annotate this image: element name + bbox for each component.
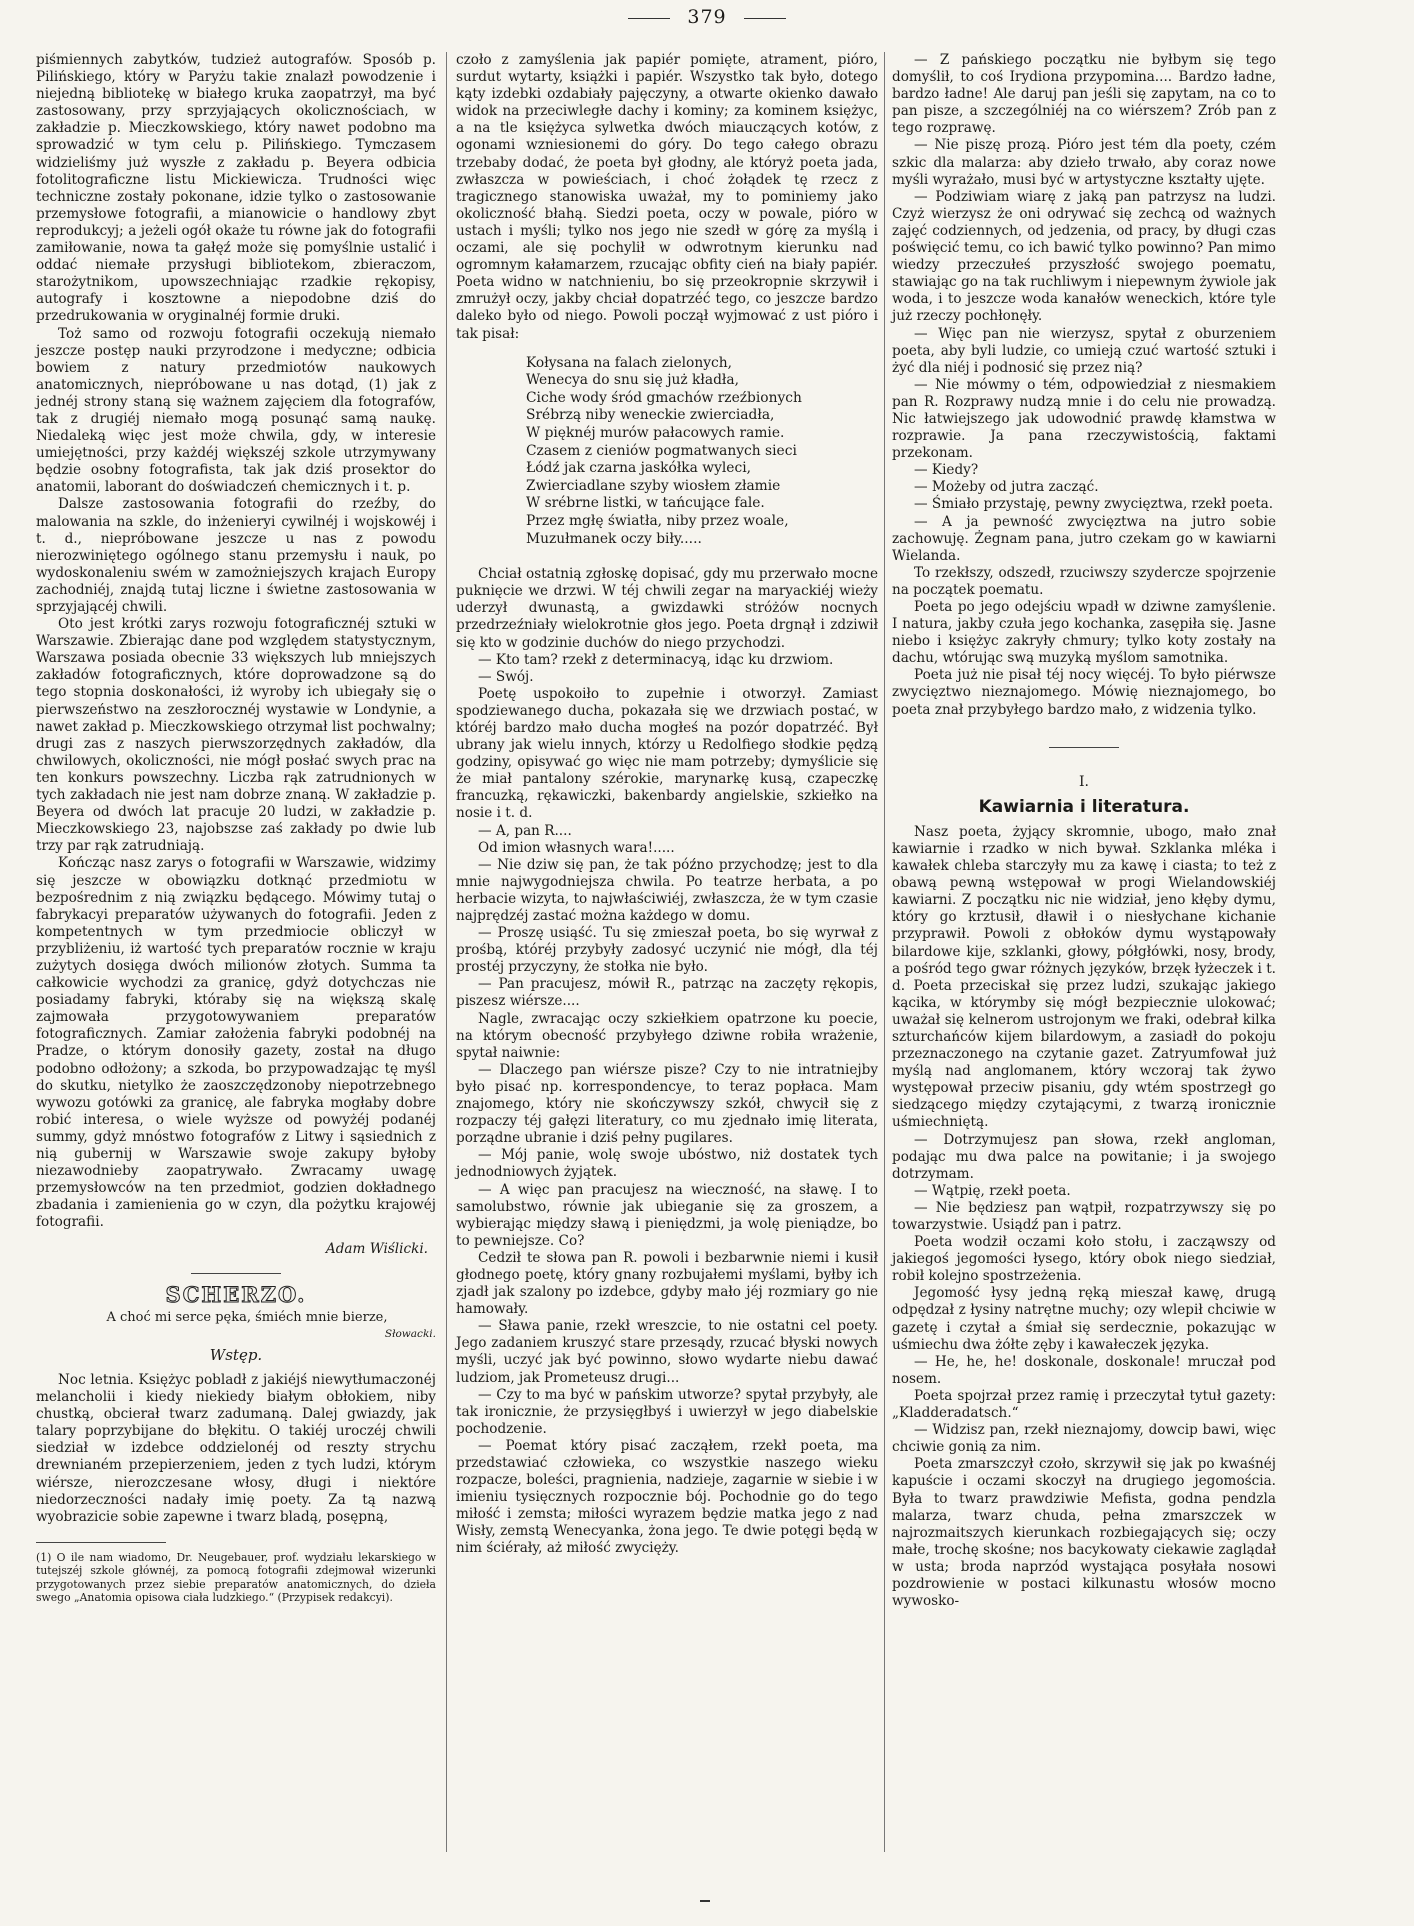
paragraph: Poeta już nie pisał téj nocy więcéj. To było piérwsze zwycięztwo nieznajomego. Mówię nieznajomego, bo poeta znał przybyłego bardzo mało, z widzenia tylko.: [892, 667, 1276, 718]
paragraph: Kończąc nasz zarys o fotografii w Warszawie, widzimy się jeszcze w obowiązku dotknąć przedmiotu w bezpośrednim z nią związku będącego. Mówimy tutaj o fabrykacyi preparatów używanych do fotografii. Jeden z kompetentnych w tym przedmiocie obliczył w przybliżeniu, iż wartość tych preparatów rocznie w kraju zużytych dosięga dwóch milionów złotych. Summa ta całkowicie wychodzi za granicę, gdyż dotychczas nie posiadamy fabryki, któraby się na większą skalę zajmowała przygotowywaniem preparatów fotograficznych. Zamiar założenia fabryki podobnéj na Pradze, o którym donosiły gazety, został na długo podobno odłożony; a szkoda, bo przypowadzając tę myśl do skutku, nietylko że zaoszczędzonoby niepotrzebnego wywozu gotówki za granicę, ale fabryka mogłaby dobre robić interesa, o wiele wyższe od powyżéj podanéj summy, gdyż mnóstwo fotografów z Litwy i sąsiednich z nią gubernij w Warszawie swoje zakupy byłoby niezawodnieby zaopatrywało. Zwracamy uwagę przemysłowców na ten przedmiot, godzien dokładnego zbadania i zamienienia go w czyn, dla pożytku krajowéj fotografii.: [36, 855, 436, 1231]
paragraph: Dalsze zastosowania fotografii do rzeźby, do malowania na szkle, do inżenieryi cywilnéj i wojskowéj i t. d., niepróbowane jeszcze u nas z powodu nierozwiniętego ogólnego stanu przemysłu i nauk, po wydoskonaleniu swém w zamożniejszych krajach Europy zachodniéj, znajdą tutaj liczne i świetne zastosowania w sprzyjającéj chwili.: [36, 496, 436, 615]
paragraph: — Kto tam? rzekł z determinacyą, idąc ku drzwiom.: [478, 651, 834, 668]
paragraph: — Sława panie, rzekł wreszcie, to nie ostatni cel poety. Jego zadaniem kruszyć stare przesądy, rzucać błyski nowych myśli, uczyć jak być powinno, słowo wydarte niebu dawać ludziom, jak Prometeusz drugi...: [456, 1318, 878, 1386]
poem: [526, 355, 878, 549]
paragraph: — Nie będziesz pan wątpił, rozpatrzywszy się po towarzystwie. Usiądź pan i patrz.: [892, 1199, 1276, 1233]
header-dash-right: [744, 18, 786, 19]
footnote-divider: [36, 1542, 166, 1543]
paragraph: — Śmiało przystaję, pewny zwycięztwa, rzekł poeta.: [914, 496, 1274, 513]
paragraph: — Kiedy?: [914, 462, 979, 479]
section-divider: [191, 1273, 281, 1274]
page-header: [0, 6, 1414, 42]
author-signature: Adam Wiślicki.: [325, 1241, 428, 1258]
poem-line: W srébrne listki, w tańcujące fale.: [526, 495, 765, 512]
paragraph: — Proszę usiąść. Tu się zmieszał poeta, bo się wyrwał z prośbą, któréj przybyły zadosyć uczynić nie mógł, dla téj prostéj przyczyny, że stołka nie było.: [456, 925, 878, 976]
paragraph: — Widzisz pan, rzekł nieznajomy, dowcip bawi, więc chciwie gonią za nim.: [892, 1422, 1276, 1456]
paragraph: Poeta spojrzał przez ramię i przeczytał tytuł gazety: „Kladderadatsch.“: [892, 1387, 1276, 1422]
column-right: [892, 52, 1276, 1610]
paragraph: Jegomość łysy jedną ręką mieszał kawę, drugą odpędzał z łysiny natrętne muchy; ozy wlepił chciwie w gazetę i czytał a śmiał się serdecznie, pokazując w uśmiechu dwa żółte zęby i kawałeczek języka.: [892, 1285, 1276, 1353]
paragraph: Oto jest krótki zarys rozwoju fotograficznéj sztuki w Warszawie. Zbierając dane pod względem statystycznym, Warszawa posiada obecnie 33 większych lub mniejszych zakładów fotograficznych, które doprowadzone są do tego stopnia doskonałości, iż wyroby ich ubiegały się o pierwszeństwo na zeszłorocznéj wystawie w Londynie, a nawet zakład p. Mieczkowskiego otrzymał list pochwalny; drugi zas z naszych pierwszorzędnych zakładów, dla chwilowych, okoliczności, nie mógł posłać swych prac na ten konkurs powszechny. Liczba rąk zatrudnionych w tych zakładach nie jest nam dobrze znaną. W zakładzie p. Beyera od dwóch lat pracuje 20 ludzi, w zakładzie p. Mieczkowskiego 23, najobszse zaś zakłady po dwie lub trzy par rąk zatrudniają.: [36, 616, 436, 855]
poem-line: Srébrzą niby weneckie zwierciadła,: [526, 407, 775, 424]
paragraph: czoło z zamyślenia jak papiér pomięte, atrament, pióro, surdut wytarty, książki i papiér. Wszystko tak było, dotego kąty izdebki ozdabiały pajęczyny, a otwarte okienko dawało widok na przeciwległe dachy i kominy; za kominem księżyc, a na tle księżyca sylwetka dwóch miauczących kotów, z ogonami wzniesionemi do góry. Do tego całego obrazu trzebaby dodać, że poeta był głodny, ale któryż poeta jada, zwłaszcza w powieściach, i choć żołądek tę rzecz z tragicznego stanowiska uważał, my to pominiemy jako okoliczność błahą. Siedzi poeta, oczy w powale, pióro w ustach i myśli; tylko nos jego nie szedł w górę za myślą i oczami, ale się pochylił w odwrotnym kierunku nad ogromnym kałamarzem, rzucając obfity cień na biały papiér. Poeta widno w natchnieniu, bo się przeokropnie skrzywił i zmrużył oczy, jakby chciał dopatrzéć tego, co jeszcze bardzo daleko było od niego. Powoli począł wyjmować z ust pióro i tak pisał:: [456, 52, 878, 342]
paragraph: — Wątpię, rzekł poeta.: [914, 1182, 1071, 1199]
paragraph: Toż samo od rozwoju fotografii oczekują niemało jeszcze postęp nauki przyrodzone i medyczne; odbicia bowiem z natury przedmiotów naukowych anatomicznych, niepróbowane u nas dotąd, (1) jak z jednéj strony staną się ważnem zajęciem dla fotografów, tak z drugiéj niemało mogą posunąć samą naukę. Niedaleką więc jest może chwila, gdy, w interesie umiejętności, przy każdéj większéj szkole utrzymywany będzie osobny fotografista, tak jak dziś prosektor do anatomii, laborant do doświadczeń chemicznych i t. p.: [36, 325, 436, 496]
paragraph: Nasz poeta, żyjący skromnie, ubogo, mało znał kawiarnie i rzadko w nich bywał. Szklanka mléka i kawałek chleba starczyły mu za kawę i ciasta; to też z obawą pewną wstępował w progi Wielandowskiéj kawiarni. Z początku nic nie widział, jeno kłęby dymu, który go krztusił, dławił i o niesłychane kichanie przyprawił. Powoli z obłoków dymu wystąpowały bilardowe kije, szklanki, głowy, półgłówki, nosy, brody, a pośród tego gwar różnych języków, brzęk łyżeczek i t. d. Poeta przeciskał się przez ludzi, szukając jakiego kącika, w którymby się mógł bezpiecznie ulokować; uważał się kelnerom ustrojonym we fraki, odebrał kilka szturchańców kijem bilardowym, a zasiadł do pokoju przeznaczonego na czytanie gazet. Zatryumfował już myślą nad anglomanem, który wczoraj tak żywo występował przeciw pisaniu, gdy wtém spostrzegł go siedzącego między czytającymi, z twarzą ironicznie uśmiechniętą.: [892, 823, 1276, 1131]
paragraph: Poetę uspokoiło to zupełnie i otworzył. Zamiast spodziewanego ducha, pokazała się we drzwiach postać, w któréj bardzo mało ducha mogłeś na pozór dopatrzéć. Był ubrany jak wielu innych, którzy u Redolfiego słodkie pędzą godziny, opisywać go więc nie mam potrzeby; dymyślicie się że miał pantalony szérokie, marynarkę kusą, czapeczkę francuzką, rękawiczki, bakenbardy angielskie, szkiełko na nosie i t. d.: [456, 685, 878, 822]
poem-line: Zwierciadlane szyby wiosłem złamie: [526, 477, 781, 494]
poem-line: Ciche wody śród gmachów rzeźbionych: [526, 389, 802, 406]
paragraph: — Nie mówmy o tém, odpowiedział z niesmakiem pan R. Rozprawy nudzą mnie i do celu nie prowadzą. Nic łatwiejszego jak udowodnić prawdę kłamstwa w rozprawie. Ja pana rzeczywistością, faktami przekonam.: [892, 376, 1276, 462]
footnote: (1) O ile nam wiadomo, Dr. Neugebauer, prof. wydziału lekarskiego w tutejszéj szkole głównéj, za pomocą fotografii zdejmował wizerunki przygotowanych przez siebie preparatów anatomicznych, do dzieła swego „Anatomia opisowa ciała ludzkiego.“ (Przypisek redakcyi).: [36, 1550, 436, 1604]
poem-line: Muzułmanek oczy biły.....: [526, 530, 702, 547]
poem-line: Przez mgłę światła, niby przez woale,: [526, 512, 789, 529]
epigraph: A choć mi serce pęka, śmiéch mnie bierze,: [106, 1309, 388, 1325]
paragraph: — A więc pan pracujesz na wieczność, na sławę. I to samolubstwo, równie jak ubieganie się za groszem, a wybierając między sławą i pieniędzmi, ja wolę pieniądze, bo to pewniejsze. Co?: [456, 1181, 878, 1249]
scherzo-title: SCHERZO.: [165, 1281, 307, 1307]
paragraph: — Dlaczego pan wiérsze pisze? Czy to nie intratniejby było pisać np. korrespondencye, to teraz popłaca. Mam znajomego, który nie skończywszy szkół, chwycił się z rozpaczy téj gałęzi literatury, co mu zjednało imię literata, porządne ubranie i dziś pełny pugilares.: [456, 1061, 878, 1147]
paragraph: — Pan pracujesz, mówił R., patrząc na zaczęty rękopis, piszesz wiérsze....: [456, 976, 878, 1010]
paragraph: — Nie piszę prozą. Pióro jest tém dla poety, czém szkic dla malarza: aby dzieło trwało, aby coraz nowe myśli wyrażało, musi być w artystyczne kształty ujęte.: [892, 137, 1276, 188]
paragraph: — Nie dziw się pan, że tak późno przychodzę; jest to dla mnie najwygodniejsza chwila. Po teatrze herbata, a po herbacie wizyta, to najwłaściwiéj, zwłaszcza, że w tym czasie najprędzéj zastać można każdego w domu.: [456, 856, 878, 924]
poem-line: Czasem z cieniów pogmatwanych sieci: [526, 442, 797, 459]
paragraph: Nagle, zwracając oczy szkiełkiem opatrzone ku poecie, na którym obecność przybyłego dziwne robiła wrażenie, spytał naiwnie:: [456, 1010, 878, 1061]
paragraph: Cedził te słowa pan R. powoli i bezbarwnie niemi i kusił głodnego poetę, który gnany rozbujałemi myślami, byłby ich zjadł jak szalony po izdebce, gdyby mało jéj rozmiary go nie hamowały.: [456, 1249, 878, 1318]
paragraph: — Dotrzymujesz pan słowa, rzekł angloman, podając mu dwa palce na powitanie; i ja swojego dotrzymam.: [892, 1131, 1276, 1182]
paragraph: piśmiennych zabytków, tudzież autografów. Sposób p. Pilińskiego, który w Paryżu takie znalazł powodzenie i niejedną bibliotekę w białego kruka zaopatrzył, ma być zastosowany, przy sprzyjających okolicznościach, w zakładzie p. Mieczkowskiego, który nawet podobno ma sprowadzić w tym celu p. Pilińskiego. Tymczasem widzieliśmy już wyszłe z zakładu p. Beyera odbicia fotolitograficzne listu Mickiewicza. Trudności więc techniczne zostały pokonane, idzie tylko o zastosowanie przemysłowe fotografii, a mianowicie o handlowy zbyt reprodukcyj; a jeżeli ogół okaże tu równe jak do fotografii zamiłowanie, nowa ta gałęź może się pomyślnie ustalić i oddać niemałe przysługi bibliotekom, zbieraczom, starożytnikom, upowszechniając rzadkie rękopisy, autografy i kosztowne a niepodobne dziś do przedrukowania w oryginalnéj formie druki.: [36, 52, 436, 325]
paragraph: Chciał ostatnią zgłoskę dopisać, gdy mu przerwało mocne puknięcie we drzwi. W téj chwili zegar na maryackiéj wieży uderzył dwunastą, a gwizdawki stróżów nocnych przedrzeźniały wielokrotnie głos jego. Poeta drgnął i zdziwił się kto w godzinie duchów do niego przychodzi.: [456, 566, 878, 651]
section-title: Kawiarnia i literatura.: [978, 796, 1190, 817]
paragraph: — Swój.: [478, 668, 534, 685]
column-left: [36, 52, 436, 1604]
paragraph: Poeta wodził oczami koło stołu, i zacząwszy od jakiegoś jegomości łysego, który obok niego siedział, robił kolejno spostrzeżenia.: [892, 1234, 1276, 1285]
poem-line: Kołysana na falach zielonych,: [526, 354, 733, 371]
page-number: 379: [687, 6, 727, 28]
paragraph: — Z pańskiego początku nie byłbym się tego domyślił, to coś Irydiona przypomina.... Bardzo ładne, bardzo ładne! Ale daruj pan jeśli się zapytam, na co to pan pisze, a szczególniéj na co wiérszem? Zrób pan z tego rozprawę.: [892, 52, 1276, 137]
paragraph: Poeta zmarszczył czoło, skrzywił się jak po kwaśnéj kapuście i oczami skoczył na drugiego jegomościa. Była to twarz prawdziwie Mefista, godna pendzla malarza, twarz chuda, pełna zmarszczek w najrozmaitszych kierunkach rozbiegających się; oczy małe, trochę skośne; nos bacykowaty ciekawie zaglądał w usta; broda naprzód wystająca posyłała nosowi pozdrowienie w postaci kilkunastu włosów mocno wywosko-: [892, 1456, 1276, 1610]
section-numeral: I.: [1079, 773, 1089, 790]
paragraph: — He, he, he! doskonale, doskonale! mruczał pod nosem.: [892, 1353, 1276, 1387]
paragraph: — Więc pan nie wierzysz, spytał z oburzeniem poeta, aby byli ludzie, co umieją czuć wartość sztuki i żyć dla niéj i podnosić się przez nią?: [892, 325, 1276, 376]
epigraph-author: Słowacki.: [384, 1327, 436, 1340]
paragraph: — Mój panie, wolę swoje ubóstwo, niż dostatek tych jednodniowych żyjątek.: [456, 1147, 878, 1181]
column-rule-left: [446, 52, 447, 1852]
paragraph: Poeta po jego odejściu wpadł w dziwne zamyślenie. I natura, jakby czuła jego kochanka, zasępiła się. Jasne niebo i księżyc zakryły chmury; tylko koty zostały na dachu, wtórując swą muzyką myślom samotnika.: [892, 599, 1276, 667]
header-dash-left: [628, 18, 670, 19]
paragraph: Noc letnia. Księżyc pobladł z jakiéjś niewytłumaczonéj melancholii i kiedy niekiedy białym obłokiem, niby chustką, obcierał twarz zadumaną. Dalej gwiazdy, jak talary poprzybijane do błękitu. O takiéj uroczéj chwili siedział w izdebce oddzielonéj od reszty strychu drewnianém przepierzeniem, jeden z tych ludzi, którym wiérsze, nierozczesane włosy, długi i niektóre niedorzeczności nadały imię poety. Za tą nazwą wyobrazicie sobie zapewne i twarz bladą, posępną,: [36, 1371, 436, 1525]
column-middle: [456, 52, 878, 1558]
paragraph: — Poemat który pisać zacząłem, rzekł poeta, ma przedstawiać człowieka, co wszystkie naszego wieku rozpacze, boleści, pragnienia, nadzieje, zagarnie w siebie i w imieniu tysięcznych rozpocznie bój. Pochodnie go do tego miłość i zemsta; miłości wyrazem będzie matka jego z nad Wisły, zemstą Wenecyanka, żona jego. Te dwie potęgi będą w nim ściérały, aż miłość zwycięży.: [456, 1437, 878, 1557]
paragraph: — A ja pewność zwycięztwa na jutro sobie zachowuję. Żegnam pana, jutro czekam go w kawiarni Wielanda.: [892, 513, 1276, 564]
scherzo-subtitle: Wstęp.: [209, 1345, 263, 1364]
paragraph: — Czy to ma być w pańskim utworze? spytał przybyły, ale tak ironicznie, że przysięgłbyś i uwierzył w jego diabelskie pochodzenie.: [456, 1386, 878, 1437]
paragraph: To rzekłszy, odszedł, rzuciwszy szydercze spojrzenie na początek poematu.: [892, 564, 1276, 598]
paragraph: Od imion własnych wara!.....: [478, 839, 675, 856]
page-bottom-mark: [700, 1900, 710, 1902]
poem-line: Łódź jak czarna jaskółka wyleci,: [526, 460, 751, 477]
paragraph: — A, pan R....: [478, 822, 572, 839]
column-rule-right: [884, 52, 885, 1852]
paragraph: — Możeby od jutra zacząć.: [914, 479, 1099, 496]
paragraph: — Podziwiam wiarę z jaką pan patrzysz na ludzi. Czyż wierzysz że oni odrywać się zechcą od ważnych zajęć codziennych, od jedzenia, od pracy, by długi czas poświęcić temu, co ich bawić tylko powinno? Pan mimo wiedzy przeczułeś przyszłość swojego poematu, stawiając go na tak ruchliwym i niepewnym żywiole jak woda, i to jeszcze woda kanałów weneckich, które tyle już rzeczy pochłonęły.: [892, 188, 1276, 325]
poem-line: W pięknéj murów pałacowych ramie.: [526, 424, 785, 441]
poem-line: Wenecya do snu się już kładła,: [526, 372, 740, 389]
section-divider: [1049, 747, 1119, 748]
